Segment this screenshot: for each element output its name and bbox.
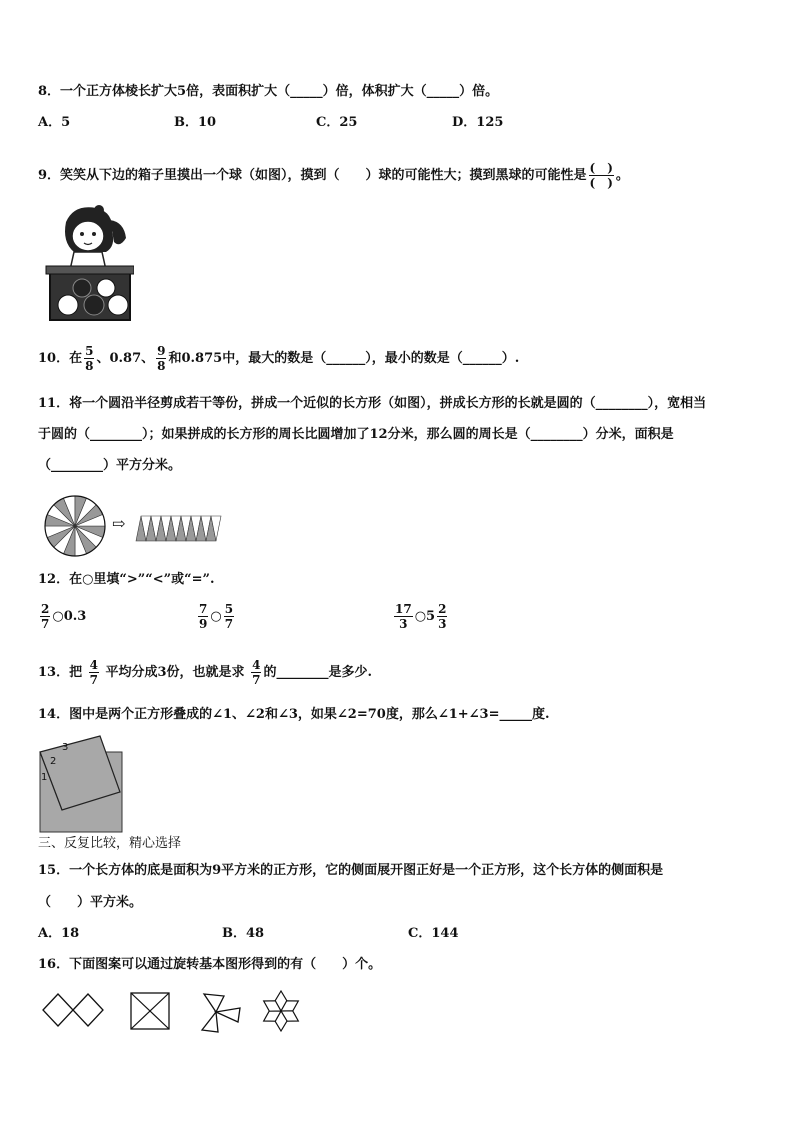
q14-angle-1-label: 1	[41, 772, 48, 783]
q12-b-num1: 7	[199, 602, 208, 616]
q12-b-num2: 5	[224, 602, 234, 616]
q12-b-frac1	[198, 602, 208, 631]
q12-stem: 12．在○里填“>”“<”或“=”.	[38, 572, 215, 587]
q12-c-den1: 3	[399, 617, 408, 631]
q10-text-2: 、0.87、	[96, 351, 155, 366]
q13-frac2-den: 7	[252, 673, 261, 687]
q15-option-c: C．144	[408, 926, 459, 941]
q13-frac2-num: 4	[252, 658, 261, 672]
q9-stem	[38, 161, 629, 190]
q14-overlapping-squares-figure	[38, 730, 128, 834]
q8-option-a: A．5	[38, 115, 71, 130]
q11-line-1: 11．将一个圆沿半径剪成若干等份，拼成一个近似的长方形（如图），拼成长方形的长就是圆的（________），宽相当	[38, 396, 707, 411]
q13-text-2: 平均分成3份，也就是求	[105, 665, 245, 680]
q10-frac-1	[84, 344, 94, 373]
q12-item-b	[196, 602, 236, 631]
q15-option-a: A．18	[38, 926, 80, 941]
q12-c-frac1	[394, 602, 413, 631]
q13-text-1: 13．把	[38, 665, 83, 680]
q12-b-frac2	[224, 602, 234, 631]
section-3-heading: 三、反复比较，精心选择	[38, 836, 182, 851]
q9-stem-text: 9．笑笑从下边的箱子里摸出一个球（如图），摸到（ ）球的可能性大；摸到黑球的可能性是	[38, 168, 587, 183]
q12-c-num1: 17	[395, 602, 412, 616]
q12-a-frac	[40, 602, 50, 631]
q16-pattern-1-figure	[40, 988, 106, 1032]
q12-a-num: 2	[41, 602, 50, 616]
q15-line-2: （ ）平方米。	[38, 895, 143, 910]
q11-approx-rectangle-figure	[134, 515, 224, 543]
q11-arrow-icon: ⇨	[112, 514, 126, 533]
q16-pattern-3-figure	[194, 990, 244, 1034]
q12-c-num2: 2	[438, 602, 447, 616]
q12-c-circle: ○5	[414, 609, 436, 624]
q10-frac1-den: 8	[85, 359, 94, 373]
q16-stem: 16．下面图案可以通过旋转基本图形得到的有（ ）个。	[38, 957, 382, 972]
q10-frac1-num: 5	[85, 344, 94, 358]
q15-line-1: 15．一个长方体的底是面积为9平方米的正方形，它的侧面展开图正好是一个正方形，这个长方体的侧面积是	[38, 863, 664, 878]
q12-b-den1: 9	[199, 617, 208, 631]
q9-girl-box-figure	[44, 202, 134, 324]
q12-c-den2: 3	[438, 617, 447, 631]
q11-sector-circle-figure	[42, 494, 110, 558]
q13-frac1-num: 4	[89, 658, 98, 672]
q13-frac-1	[89, 658, 99, 687]
q9-frac-num: ( )	[589, 161, 613, 175]
q12-item-a	[38, 602, 86, 631]
q12-b-den2: 7	[224, 617, 234, 631]
q10-text-3: 和0.875中，最大的数是（______），最小的数是（______）.	[168, 351, 520, 366]
q14-angle-2-label: 2	[50, 756, 57, 767]
q8-option-b: B．10	[174, 115, 217, 130]
q12-c-frac2	[437, 602, 447, 631]
q13-text-3: 的________是多少.	[263, 665, 372, 680]
q9-frac-den: ( )	[589, 176, 613, 190]
q12-a-den: 7	[41, 617, 50, 631]
q12-item-c	[392, 602, 449, 631]
q9-end: 。	[615, 168, 629, 183]
q13-stem	[38, 658, 372, 687]
q12-a-rest: ○0.3	[52, 609, 87, 624]
q13-frac-2	[251, 658, 261, 687]
q8-option-d: D．125	[452, 115, 504, 130]
q16-pattern-2-figure	[128, 990, 172, 1032]
q10-text-1: 10．在	[38, 351, 83, 366]
q15-option-b: B．48	[222, 926, 265, 941]
q10-frac2-num: 9	[157, 344, 166, 358]
q13-frac1-den: 7	[89, 673, 98, 687]
q9-fraction	[589, 161, 614, 190]
q14-angle-3-label: 3	[62, 742, 69, 753]
q12-b-circle: ○	[210, 609, 222, 624]
q11-line-3: （________）平方分米。	[38, 458, 182, 473]
q14-stem: 14．图中是两个正方形叠成的∠1、∠2和∠3，如果∠2=70度，那么∠1+∠3=_____度.	[38, 707, 550, 722]
q8-stem: 8．一个正方体棱长扩大5倍，表面积扩大（_____）倍，体积扩大（_____）倍。	[38, 84, 499, 99]
q10-frac-2	[156, 344, 166, 373]
q8-option-c: C．25	[316, 115, 358, 130]
q16-pattern-4-figure	[258, 988, 304, 1034]
q11-line-2: 于圆的（________）；如果拼成的长方形的周长比圆增加了12分米，那么圆的周长是（________）分米，面积是	[38, 427, 674, 442]
q10-stem	[38, 344, 519, 373]
q10-frac2-den: 8	[157, 359, 166, 373]
